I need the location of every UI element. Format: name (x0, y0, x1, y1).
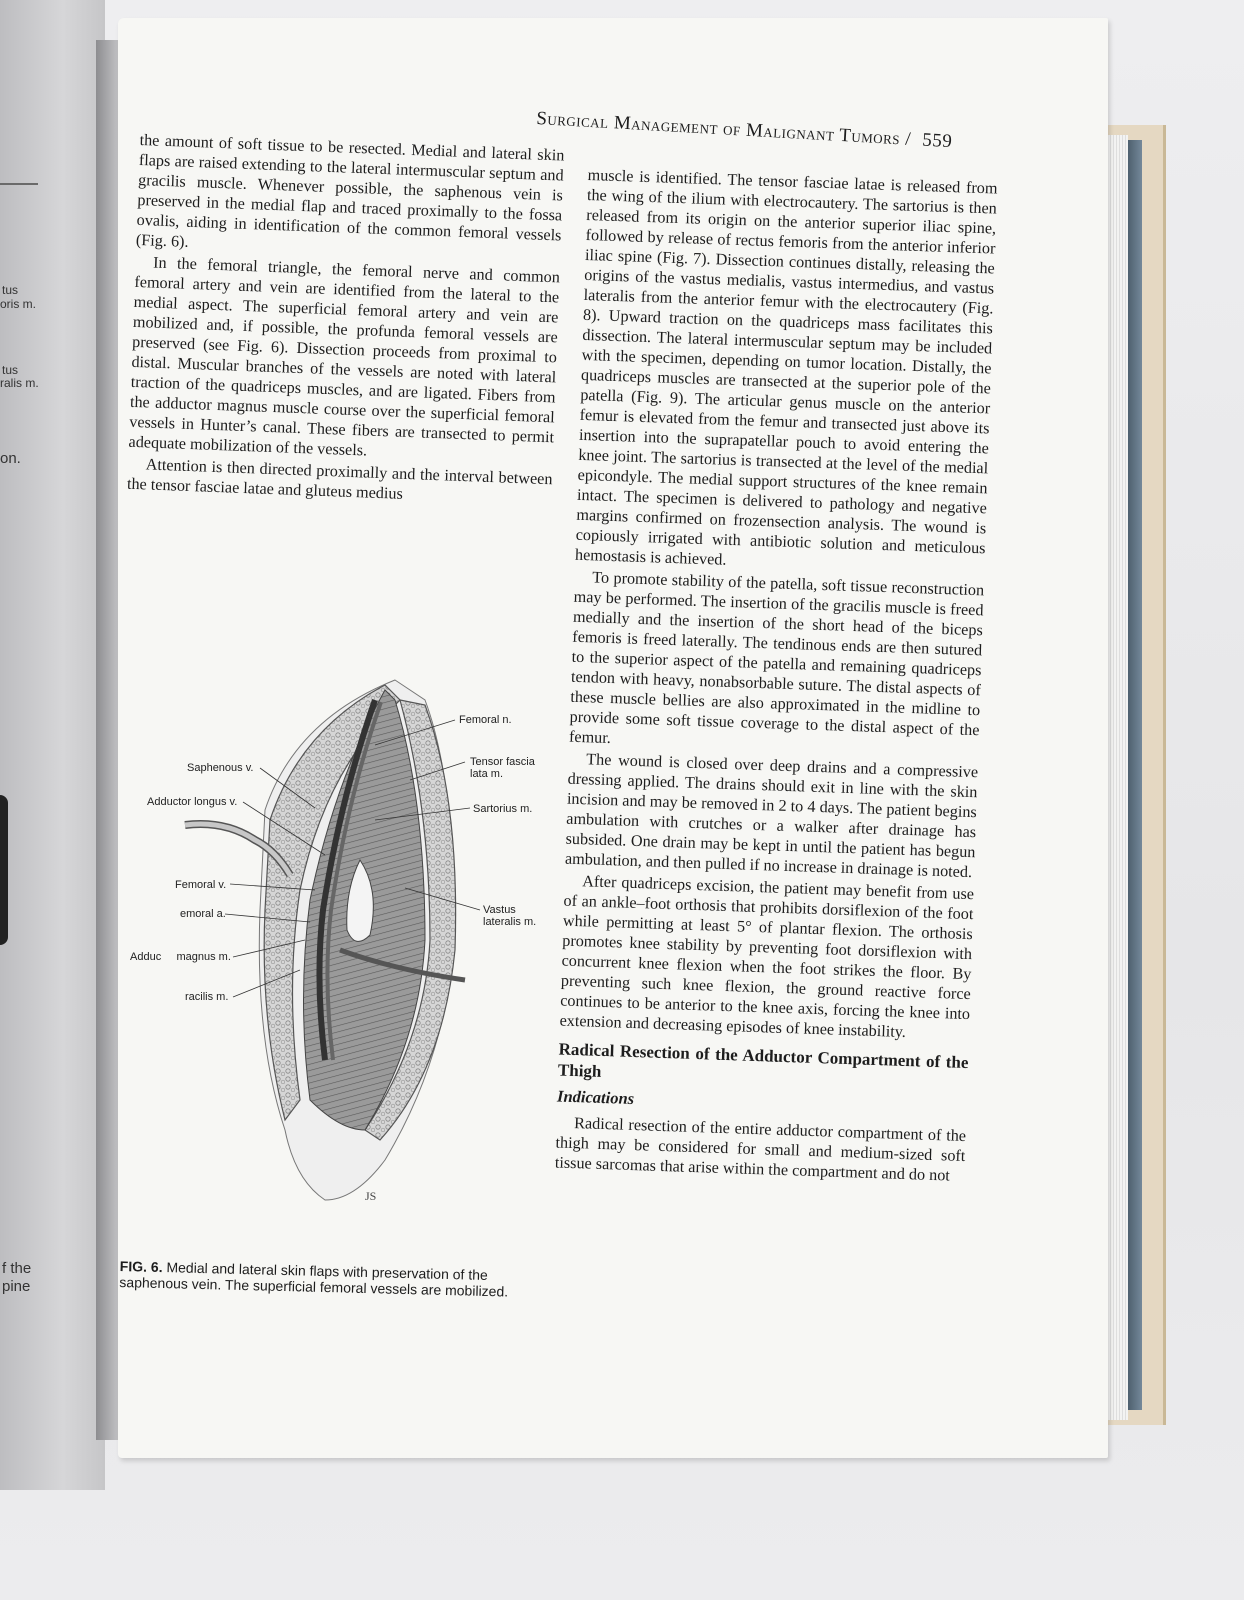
left-page-fragment: ralis m. (0, 376, 39, 390)
label-gracilis: racilis m. (185, 991, 229, 1003)
label-femoral-a: emoral a. (180, 908, 226, 920)
paragraph: In the femoral triangle, the femoral nerve and common femoral artery and vein are identified from the lateral to the medial aspect. The superficial femoral artery and vein are mobilized and, if possible, the profunda femoral vessels are preserved (see Fig. 6). Dissection proceeds from proximal to distal. Muscular branches of the vessels are noted with lateral traction of the quadriceps muscles, and are ligated. Fibers from the adductor magnus muscle course over the superficial femoral vessels in Hunter’s canal. These fibers are transected to permit adequate mobilization of the vessels. (128, 253, 561, 460)
left-page-figure-edge (0, 795, 8, 945)
paragraph: The wound is closed over deep drains and a compressive dressing applied. The drains should exit in line with the skin incision and may be removed in 2 to 4 days. The patient begins ambulation with crutches or a walker after drainage has subsided. One drain may be kept in until the patient has begun ambulation, and then pulled if no increase in drainage is noted. (564, 750, 979, 882)
paragraph: the amount of soft tissue to be resected. Medial and lateral skin flaps are raised extending to the lateral intermuscular septum and gracilis muscle. Whenever possible, the saphenous vein is preserved in the medial flap and traced proximally to the fossa ovalis, aiding in identification of the common femoral vessels (Fig. 6). (135, 130, 565, 251)
illustrator-signature: JS (365, 1189, 377, 1203)
subheading: Indications (556, 1086, 635, 1109)
left-page-fragment: tus (2, 363, 19, 377)
running-header-title: Surgical Management of Malignant Tumors (535, 108, 901, 150)
caption-text: Medial and lateral skin flaps with preservation of the saphenous vein. The superficial femoral vessels are mobilized. (119, 1259, 509, 1300)
label-adductor-longus: Adductor longus v. (147, 796, 238, 808)
left-page-fragment: on. (0, 450, 21, 467)
paragraph: muscle is identified. The tensor fasciae latae is released from the wing of the ilium with electrocautery. The sartorius is then released from its origin on the anterior superior iliac spine, followed by release of rectus femoris from the anterior inferior iliac spine (Fig. 7). Dissection continues distally, releasing the origins of the vastus medialis, vastus intermedius, and vastus lateralis from the anterior femur with the electrocautery (Fig. 8). Upward traction on the quadriceps mass facilitates this dissection. The lateral intermuscular septum may be included with the specimen, depending on tumor location. Distally, the quadriceps muscles are transected at the superior pole of the patella (Fig. 9). The articular genus muscle on the anterior femur is elevated from the femur and transected just above its insertion into the suprapatellar pouch to avoid entering the knee joint. The sartorius is transected at the level of the medial epicondyle. The medial support structures of the knee remain intact. The specimen is delivered to pathology and negative margins confirmed on frozensection analysis. The wound is copiously irrigated with antibiotic solution and meticulous hemostasis is achieved. (574, 165, 998, 569)
label-femoral-n: Femoral n. (459, 714, 512, 726)
label-tensor-fascia-lata: Tensor fascia lata m. (470, 756, 535, 780)
label-saphenous-v: Saphenous v. (187, 762, 254, 774)
left-page-fragment: pine (2, 1278, 31, 1295)
right-text-column (555, 165, 998, 1188)
section-heading: Radical Resection of the Adductor Compartment of the Thigh (557, 1039, 969, 1081)
left-text-column (127, 130, 565, 511)
label-femoral-v: Femoral v. (175, 879, 227, 891)
running-header-separator: / (904, 128, 912, 150)
label-adductor-magnus: Adduc magnus m. (130, 951, 231, 963)
paragraph: To promote stability of the patella, soft tissue reconstruction may be performed. The insertion of the gracilis muscle is freed medially and the insertion of the short head of the biceps femoris is freed laterally. The tendinous ends are then sutured to the superior aspect of the patella and remaining quadriceps tendon with heavy, nonabsorbable suture. The distal aspects of these muscle bellies are also approximated in the midline to provide some soft tissue coverage to the distal aspect of the femur. (568, 568, 985, 748)
paragraph: Attention is then directed proximally and the interval between the tensor fasciae latae and gluteus medius (126, 455, 553, 503)
paragraph: After quadriceps excision, the patient may benefit from use of an ankle–foot orthosis that prohibits dorsiflexion of the foot while permitting at least 5° of plantar flexion. The orthosis promotes knee stability by preventing foot dorsiflexion with concurrent knee flexion when the foot strikes the floor. By preventing such knee flexion, the ground reactive force continues to be anterior to the knee axis, forcing the knee into extension and decreasing episodes of knee instability. (559, 872, 975, 1042)
paragraph: Radical resection of the entire adductor compartment of the thigh may be considered for small and medium-sized soft tissue sarcomas that arise within the compartment and do not (554, 1114, 967, 1185)
anatomical-illustration (125, 660, 565, 1220)
label-sartorius: Sartorius m. (473, 803, 533, 815)
book-spine-blue (1128, 140, 1142, 1410)
caption-label: FIG. 6. (119, 1258, 163, 1276)
left-page-rule (0, 183, 38, 185)
label-vastus-lateralis: Vastus lateralis m. (483, 904, 537, 928)
left-facing-page (0, 0, 105, 1490)
page-number: 559 (921, 129, 953, 153)
book-page-stack (1108, 135, 1128, 1420)
left-page-fragment: tus (2, 283, 19, 297)
figure-6 (125, 660, 565, 1220)
left-page-fragment: f the (2, 1260, 32, 1277)
left-page-fragment: oris m. (0, 297, 36, 311)
